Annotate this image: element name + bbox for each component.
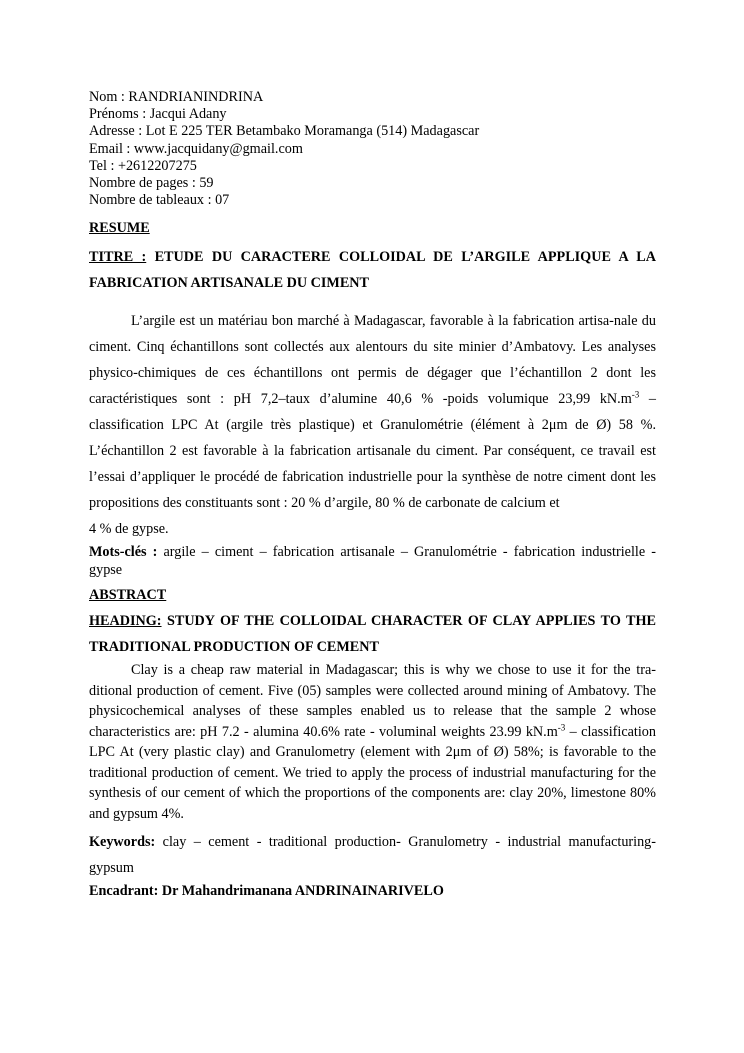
abstract-body [89,660,656,824]
abstract-body-text-2: – classification LPC At (very plastic clay) and Granulometry (element with 2μm of Ø) 58%; is favorable to the traditional production of cement. We tried to apply the process of industrial manufacturing for the synthesis of our cement of which the proportions of the components are: clay 20%, limestone 80% and gypsum 4%. [89,723,656,822]
resume-body-text-2: – classification LPC At (argile très plastique) et Granulométrie (élément à 2μm de Ø) 58 %. L’échantillon 2 est favorable à la fabrication artisanale du ciment. Par conséquent, ce travail est l’essai d’appliquer le procédé de fabrication industrielle pour la synthèse de notre ciment dont les propositions des constituants sont : 20 % d’argile, 80 % de carbonate de calcium et [89,391,657,512]
resume-heading-text: ETUDE DU CARACTERE COLLOIDAL DE L’ARGILE APPLIQUE A LA FABRICATION ARTISANALE DU CIMENT [89,249,657,292]
supervisor: Encadrant: Dr Mahandrimanana ANDRINAINARIVELO [89,883,444,900]
abstract-keywords-label: Keywords: [89,834,156,851]
author-address: Adresse : Lot E 225 TER Betambako Moramanga (514) Madagascar [89,123,480,140]
author-email: Email : www.jacquidany@gmail.com [89,140,303,157]
resume-body [89,308,656,542]
resume-body-text-1: L’argile est un matériau bon marché à Madagascar, favorable à la fabrication artisa-nale du ciment. Cinq échantillons sont collectés aux alentours du site minier d’Ambatovy. Les analyses physico-chimiques de ces échantillons ont permis de dégager que l’échantillon 2 dont les caractéristiques sont : pH 7,2–taux d’alumine 40,6 % -poids volumique 23,99 kN.m [89,313,656,408]
author-name: Nom : RANDRIANINDRINA [89,89,264,105]
abstract-heading [89,608,656,660]
resume-heading [89,244,656,296]
resume-keywords-text: argile – ciment – fabrication artisanale – Granulométrie - fabrication industrielle - gypse [89,544,656,579]
document-page [89,89,656,901]
author-phone: Tel : +2612207275 [89,157,197,174]
resume-body-exponent: -3 [631,389,640,400]
author-info [89,89,656,209]
author-firstnames: Prénoms : Jacqui Adany [89,106,227,123]
resume-heading-label: TITRE : [89,249,147,266]
resume-keywords [89,543,656,579]
abstract-section-title: ABSTRACT [89,587,167,604]
resume-body-last-line: 4 % de gypse. [89,521,169,538]
abstract-heading-text: STUDY OF THE COLLOIDAL CHARACTER OF CLAY APPLIES TO THE TRADITIONAL PRODUCTION OF CEMENT [89,613,656,656]
abstract-body-text-1: Clay is a cheap raw material in Madagascar; this is why we chose to use it for the tra-ditional production of cement. Five (05) samples were collected around mining of Ambatovy. The physicochemical analyses of these samples enabled us to release that the sample 2 whose characteristics are: pH 7.2 - alumina 40.6% rate - voluminal weights 23.99 kN.m [89,662,656,740]
resume-section-title: RESUME [89,220,150,237]
table-count: Nombre de tableaux : 07 [89,192,230,209]
abstract-heading-label: HEADING: [89,613,162,630]
resume-keywords-label: Mots-clés : [89,544,158,561]
abstract-body-exponent: -3 [557,722,566,733]
abstract-keywords-text: clay – cement - traditional production- Granulometry - industrial manufacturing-gypsum [89,834,656,877]
abstract-keywords [89,829,656,881]
page-count: Nombre de pages : 59 [89,175,214,192]
